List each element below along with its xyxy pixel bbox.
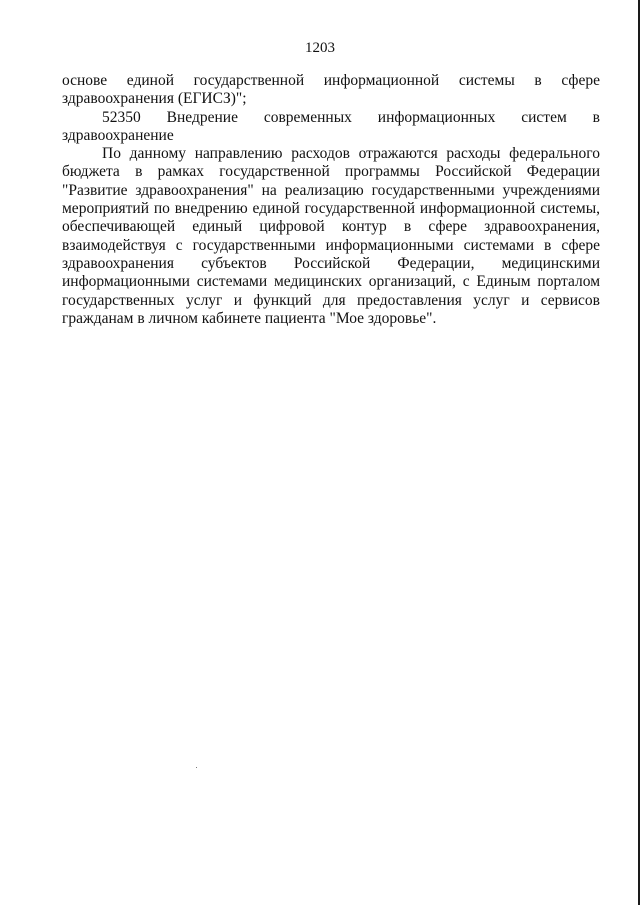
continuation-paragraph: основе единой государственной информационной системы в сфере здравоохранения (ЕГИСЗ)"; [62, 72, 600, 108]
document-body [62, 72, 600, 328]
scan-speck [196, 767, 197, 768]
body-paragraph: По данному направлению расходов отражаются расходы федерального бюджета в рамках государственной программы Российской Федерации "Развитие здравоохранения" на реализацию государственными учреждениями мероприятий по внедрению единой государственной информационной системы, обеспечивающей единый цифровой контур в сфере здравоохранения, взаимодействуя с государственными информационными системами в сфере здравоохранения субъектов Российской Федерации, медицинскими информационными системами медицинских организаций, с Единым порталом государственных услуг и функций для предоставления услуг и сервисов гражданам в личном кабинете пациента "Мое здоровье". [62, 145, 600, 327]
page-number: 1203 [305, 40, 335, 56]
section-heading: 52350 Внедрение современных информационных систем в здравоохранение [62, 108, 600, 144]
